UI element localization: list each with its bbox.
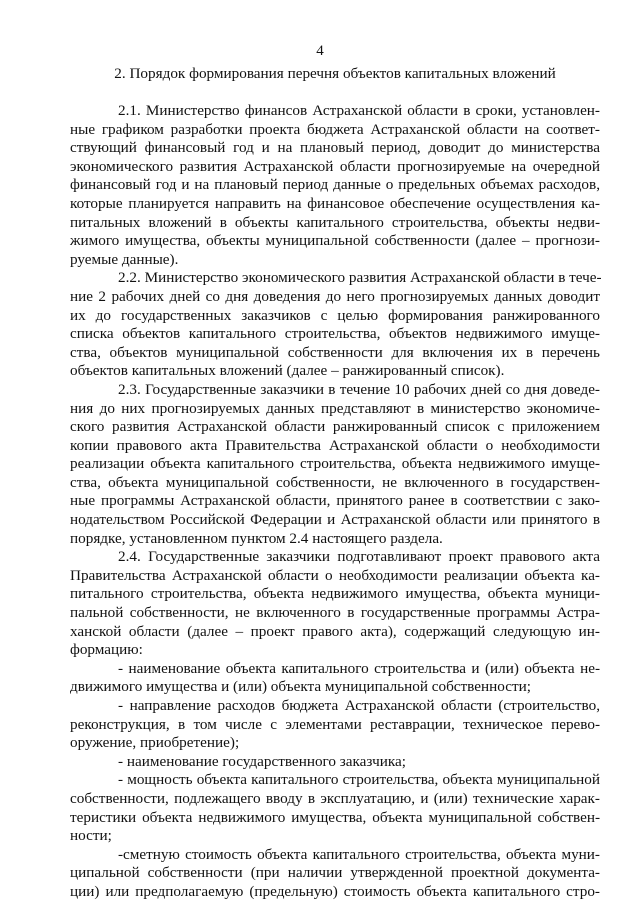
- text-line: ные программы Астраханской области, принятого ранее в соответствии с зако-: [70, 492, 600, 510]
- text-line: ципальной собственности (при наличии утвержденной проектной документа-: [70, 864, 600, 882]
- text-line: движимого имущества и (или) объекта муниципальной собственности;: [70, 678, 531, 696]
- text-line: питальных вложений в объекты капитального строительства, объекты недви-: [70, 213, 600, 231]
- paragraph-p-2-4: [70, 548, 600, 660]
- text-line: ции) или предполагаемую (предельную) стоимость объекта капитального стро-: [70, 882, 600, 900]
- text-line: ства, объекта муниципальной собственности, не включенного в государствен-: [70, 473, 600, 491]
- text-line: ные графиком разработки проекта бюджета Астраханской области на соответ-: [70, 120, 600, 138]
- text-line: копии правового акта Правительства Астраханской области о необходимости: [70, 436, 600, 454]
- paragraph-p-item-5: [70, 846, 600, 902]
- text-line: ния до них прогнозируемых данных представляют в министерство экономиче-: [70, 399, 600, 417]
- text-line: объектов капитальных вложений (далее – ранжированный список).: [70, 362, 505, 380]
- text-line: - направление расходов бюджета Астраханской области (строительство,: [118, 697, 600, 714]
- text-line: собственности, подлежащего вводу в эксплуатацию, и (или) технические харак-: [70, 789, 600, 807]
- section-title: 2. Порядок формирования перечня объектов капитальных вложений: [114, 65, 556, 82]
- text-line: экономического развития Астраханской области прогнозируемые на очередной: [70, 157, 600, 175]
- text-line: финансовый год и на плановый период данные о предельных объемах расходов,: [70, 176, 600, 194]
- text-line: 2.4. Государственные заказчики подготавливают проект правового акта: [118, 548, 600, 566]
- page-number: 4: [316, 43, 324, 59]
- text-line: руемые данные).: [70, 250, 179, 268]
- paragraph-p-item-4: [70, 771, 600, 845]
- text-line: формацию:: [70, 641, 143, 659]
- text-line: ствующий финансовый год и на плановый период, доводит до министерства: [70, 139, 600, 157]
- text-line: которые планируется направить на финансовое обеспечение осуществления ка-: [70, 194, 600, 212]
- text-line: жимого имущества, объекты муниципальной собственности (далее – прогнози-: [70, 232, 600, 250]
- text-line: списка объектов капитального строительства, объектов недвижимого имуще-: [70, 325, 600, 343]
- text-line: - мощность объекта капитального строительства, объекта муниципальной: [118, 771, 600, 789]
- text-line: ства, объектов муниципальной собственности для включения их в перечень: [70, 343, 600, 361]
- text-line: 2.3. Государственные заказчики в течение 10 рабочих дней со дня доведе-: [118, 380, 600, 398]
- text-line: ние 2 рабочих дней со дня доведения до него прогнозируемых данных доводит: [70, 287, 600, 305]
- text-line: - наименование государственного заказчика;: [118, 752, 406, 770]
- paragraph-p-item-3: [70, 753, 600, 772]
- paragraph-p-2-3: [70, 381, 600, 548]
- paragraph-p-2-2: [70, 269, 600, 381]
- paragraph-p-item-2: [70, 697, 600, 753]
- document-body: [70, 102, 600, 902]
- text-line: пальной собственности, не включенного в государственные программы Астра-: [70, 604, 600, 622]
- paragraph-p-item-1: [70, 660, 600, 697]
- text-line: - наименование объекта капитального строительства и (или) объекта не-: [118, 659, 600, 677]
- text-line: нодательством Российской Федерации и Астраханской области или принятого в: [70, 511, 600, 529]
- text-line: порядке, установленном пунктом 2.4 настоящего раздела.: [70, 529, 443, 547]
- text-line: ханской области (далее – проект правого акта), содержащий следующую ин-: [70, 622, 600, 640]
- text-line: ности;: [70, 827, 112, 845]
- text-line: -сметную стоимость объекта капитального строительства, объекта муни-: [118, 845, 600, 863]
- text-line: питального строительства, объекта недвижимого имущества, объекта муници-: [70, 585, 600, 603]
- text-line: ского развития Астраханской области ранжированный список с приложением: [70, 418, 600, 436]
- text-line: реализации объекта капитального строительства, объекта недвижимого имуще-: [70, 455, 600, 473]
- text-line: теристики объекта недвижимого имущества, объекта муниципальной собствен-: [70, 808, 600, 826]
- text-line: 2.1. Министерство финансов Астраханской области в сроки, установлен-: [118, 102, 600, 119]
- text-line: Правительства Астраханской области о необходимости реализации объекта ка-: [70, 566, 600, 584]
- text-line: реконструкция, в том числе с элементами реставрации, техническое перево-: [70, 715, 600, 733]
- text-line: их до государственных заказчиков с целью формирования ранжированного: [70, 306, 600, 324]
- text-line: 2.2. Министерство экономического развития Астраханской области в тече-: [118, 269, 602, 287]
- text-line: оружение, приобретение);: [70, 734, 240, 752]
- paragraph-p-2-1: [70, 102, 600, 269]
